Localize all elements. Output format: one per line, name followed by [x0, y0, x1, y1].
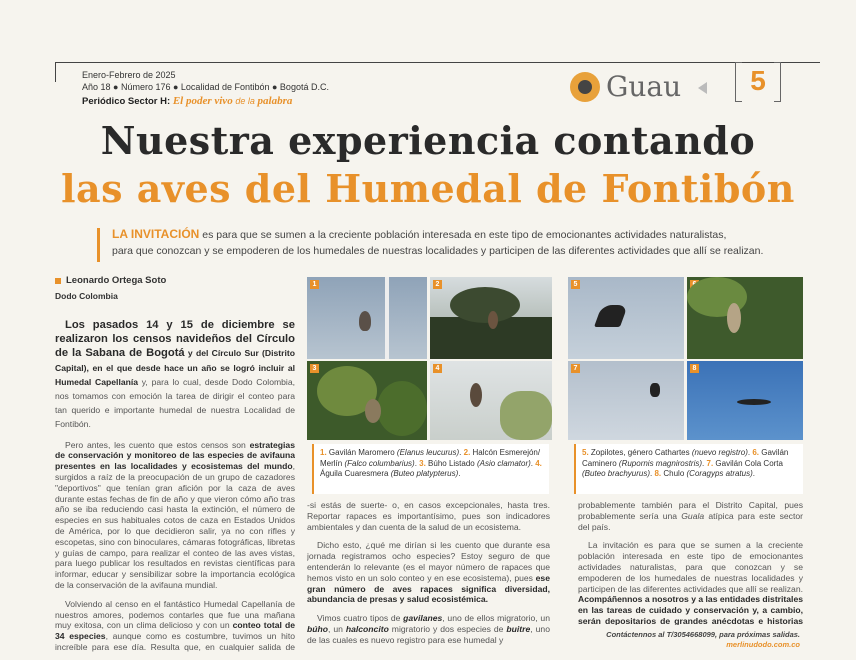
bird-photo-4 — [430, 361, 552, 440]
text-run-italic: Guala — [681, 510, 705, 521]
bird-photo-1 — [307, 277, 427, 359]
text-run-bold: gavilanes — [403, 613, 443, 624]
text-run-bold: Acompáñennos a nosotros y a las entidades distritales en las tareas de cuidado y conservación y, a cambio, serán depositarios de grandes anécdotas e historias — [578, 594, 803, 625]
photo-number: 4 — [433, 364, 442, 373]
text-run: Volviendo al censo en el fantástico Humedal Capellanía de nuestros amores, podemos contarles que fue una mañana muy exitosa, con un clima delicioso y con un — [55, 598, 295, 631]
caption-species: (Elanus leucurus) — [396, 448, 460, 457]
caption-number: 2. — [463, 448, 471, 457]
page-bracket-right — [774, 62, 781, 102]
photo-number: 5 — [571, 280, 580, 289]
photo-number: 3 — [310, 364, 319, 373]
lead-text-1: es para que se sumen a la creciente población interesada en este tipo de emocionantes actividades naturalistas, — [199, 229, 727, 241]
text-run-bold: halconcito — [345, 623, 389, 634]
paragraph — [578, 540, 803, 625]
text-run: La invitación es para que se sumen a la creciente población interesada en este tipo de emocionantes actividades naturalistas, para que conozcan y se empoderen de los humedales de nuestras localidades y participen de las diferentes actividades que allí se realizan. — [578, 540, 803, 594]
lead-kicker: LA INVITACIÓN — [112, 227, 200, 241]
caption-text: Chulo — [661, 469, 687, 478]
headline-line-1: Nuestra experiencia contando — [100, 118, 756, 163]
photo-number: 7 — [571, 364, 580, 373]
caption-sep: . — [650, 469, 655, 478]
text-run: , aunque como es costumbre, tuvimos un hito increíble para ese día. Resulta que, en cualquier salida de — [55, 631, 295, 652]
photo-number: 2 — [433, 280, 442, 289]
text-run: migratorio y dos especies de — [388, 623, 507, 634]
intro-paragraph — [55, 318, 295, 432]
caption-number: 8. — [654, 469, 662, 478]
caption-species: (Rupornis magnirostris) — [618, 458, 703, 468]
caption-sep: . — [530, 458, 536, 468]
column-3 — [578, 500, 803, 625]
text-run: atípica para este sector del país. — [578, 510, 803, 532]
arrow-left-icon — [698, 82, 707, 94]
section-name: Guau — [606, 70, 682, 103]
author-name: Leonardo Ortega Soto — [66, 275, 167, 286]
column-1 — [55, 318, 295, 653]
lead-accent-bar — [97, 228, 100, 262]
paragraph — [55, 440, 295, 591]
text-run-bold: búho — [307, 623, 328, 634]
text-run-bold: ese gran número de aves rapaces significa diversidad, abundancia de presas y salud ecosistémica. — [307, 572, 550, 605]
caption-sep: . — [752, 469, 755, 478]
caption-sep: . — [458, 469, 461, 478]
text-run: , surgidos a raíz de la preocupación de un grupo de cazadores "deportivos" que tenían gran afición por la caza de aves durante estas fechas de fin de año y que vieron cómo año tras año se iba reduciendo casi hasta la extinción, el número de especies en sus habituales cotos de caza en Estados Unidos de América, por lo que decidieron salir, ya no con rifles y escopetas, sino con binoculares, cámaras fotográficas, libretas y guías de campo, para realizar el conteo de las aves vistas, para luego publicar los resultados en revistas científicas para informar, educar y sensibilizar sobre la importancia ecológica de la conservación de la avifauna mundial. — [55, 461, 295, 590]
lead-text-2: para que conozcan y se empoderen de los humedales de nuestras localidades y participen de las diferentes actividades que allí se realizan. — [112, 245, 764, 257]
header-rule — [55, 62, 820, 63]
caption-right — [574, 444, 803, 494]
bird-photo-2 — [430, 277, 552, 359]
paragraph — [307, 613, 550, 645]
intro-rest: y, para lo cual, desde Dodo Colombia, nos tomamos con emoción la tarea de dirigir el conteo para tan querido e importante humedal de nuestra Localidad de Fontibón. — [55, 376, 295, 430]
text-run: probablemente también para el Distrito Capital, pues probablemente sería una — [578, 500, 803, 521]
intro-bold: Los pasados 14 y 15 de diciembre se realizaron los censos navideños del Círculo de la Sabana de Bogotá — [55, 319, 295, 360]
dog-logo-inner — [578, 80, 592, 94]
bird-photo-8 — [687, 361, 803, 440]
photo-number: 1 — [310, 280, 319, 289]
caption-number: 3. — [419, 458, 426, 468]
caption-sep: . — [459, 448, 464, 457]
caption-species: (Falco columbarius) — [344, 458, 415, 468]
contact-url[interactable]: merlinudodo.com.co — [726, 640, 800, 649]
text-run: , uno de las cuales es nuevo registro para ese humedal y — [307, 623, 550, 645]
tagline-poder-vivo: El poder vivo — [172, 95, 233, 107]
caption-text: Gavilán Caminero — [582, 448, 789, 468]
caption-number: 5. — [582, 448, 589, 457]
headline-line-2: las aves del Humedal de Fontibón — [61, 166, 795, 211]
bird-photo-3 — [307, 361, 427, 440]
text-run: Dicho esto, ¿qué me dirían si les cuento que durante esa jornada registramos ocho especies? Estoy seguro de que entenderán lo relevante (es el mayor número de rapaces que hemos visto en un solo conteo y en ese ecosistema), pues — [307, 540, 550, 583]
author-marker — [55, 278, 61, 284]
caption-species: (nuevo registro) — [691, 448, 748, 457]
text-run-bold: buitre — [506, 623, 531, 634]
text-run: , un — [328, 623, 346, 634]
column-2 — [307, 500, 550, 655]
caption-number: 7. — [706, 458, 714, 468]
contact-text: Contáctennos al T/3054668099, para próximas salidas. — [606, 630, 800, 639]
caption-text: Gavilán Maromero — [326, 448, 397, 457]
caption-species: (Buteo brachyurus) — [582, 469, 651, 478]
tagline-periodico: Periódico Sector H: — [82, 96, 171, 107]
page-number: 5 — [750, 65, 766, 96]
caption-text: Búho Listado — [425, 458, 477, 468]
text-run-bold: conteo total de 34 especies — [55, 620, 295, 642]
text-run: Pero antes, les cuento que estos censos son — [65, 439, 250, 450]
issue-date: Enero-Febrero de 2025 — [82, 70, 176, 80]
caption-sep: . — [414, 458, 420, 468]
caption-number: 6. — [752, 448, 759, 457]
text-run: , uno de ellos migratorio, un — [442, 613, 550, 624]
paragraph — [307, 540, 550, 605]
caption-species: (Buteo platypterus) — [390, 469, 459, 478]
author-org: Dodo Colombia — [55, 291, 118, 301]
caption-text: Halcón Esmerejón/ Merlín — [320, 448, 541, 468]
caption-species: (Coragyps atratus) — [686, 469, 753, 478]
contact-info — [578, 630, 800, 650]
tagline — [82, 95, 292, 108]
caption-text: Zopilotes, género Cathartes — [588, 448, 692, 457]
tagline-de-la: de la — [235, 96, 255, 106]
paragraph: -si estás de suerte- o, en casos excepcionales, hasta tres. Reportar rapaces es importantísimo, pues son indicadores ambientales y dan cuenta de la salud de un ecosistema. — [307, 500, 550, 532]
bird-photo-5 — [568, 277, 684, 359]
header-rule-vertical — [55, 62, 56, 82]
tagline-palabra: palabra — [257, 95, 293, 107]
photo-number: 8 — [690, 364, 699, 373]
lead-paragraph — [112, 226, 832, 259]
paragraph — [55, 599, 295, 653]
page-bracket-left — [735, 62, 742, 102]
text-run: Vimos cuatro tipos de — [317, 613, 404, 624]
caption-sep: . — [702, 458, 707, 468]
paragraph — [578, 500, 803, 532]
caption-sep: . — [747, 448, 753, 457]
caption-left — [312, 444, 549, 494]
text-run-bold: estrategias de conservación y monitoreo de las especies de avifauna presentes en las localidades y ecosistemas del mundo — [55, 439, 295, 472]
caption-number: 1. — [320, 448, 327, 457]
caption-text: Gavilán Cola Corta — [713, 458, 783, 468]
bird-photo-6 — [687, 277, 803, 359]
caption-text: Águila Cuaresmera — [320, 469, 391, 478]
intro-mid: y del Círculo Sur (Distrito Capital), en el que desde hace un año se logró incluir al Humedal Capellanía — [55, 348, 295, 387]
caption-number: 4. — [535, 458, 542, 468]
caption-species: (Asio clamator) — [476, 458, 531, 468]
issue-line: Año 18 ● Número 176 ● Localidad de Fontibón ● Bogotá D.C. — [82, 82, 329, 92]
bird-photo-7 — [568, 361, 684, 440]
